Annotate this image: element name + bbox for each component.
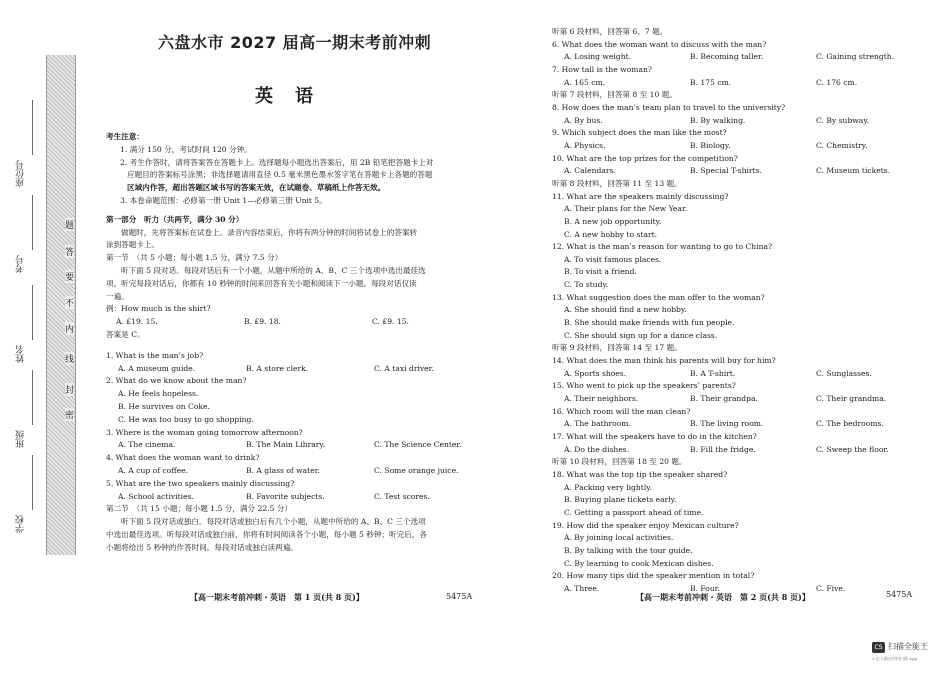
section2-intro-line: 小题将给出 5 秒钟的作答时间。每段对话或独白读两遍。 <box>106 542 298 552</box>
section1-heading: 第一节 （共 5 小题；每小题 1.5 分，满分 7.5 分） <box>106 253 283 263</box>
question-stem: 18. What was the top tip the speaker shared? <box>552 469 728 479</box>
paper-code-right: 5475A <box>886 590 913 599</box>
question-stem: 2. What do we know about the man? <box>106 376 247 386</box>
question-stem: 5. What are the two speakers mainly discussing? <box>106 478 295 488</box>
question-option: B. The Main Library. <box>246 440 326 450</box>
example-option: B. £9. 18. <box>244 317 281 327</box>
question-option: B. He survives on Coke. <box>118 401 210 411</box>
question-option: C. Some orange juice. <box>374 465 459 475</box>
question-stem: 10. What are the top prizes for the competition? <box>552 153 738 163</box>
notice-list <box>106 144 496 208</box>
paper-code-left: 5475A <box>446 592 473 601</box>
section1-intro-line: 项。听完每段对话后，你都有 10 秒钟的时间来回答有关小题和阅读下一小题。每段对话仅读 <box>106 278 417 288</box>
seal-char: 题 <box>65 218 74 231</box>
question-option: A. Their plans for the New Year. <box>564 204 688 214</box>
question-stem: 8. How does the man’s team plan to travel to the university? <box>552 102 786 112</box>
question-option: C. Sweep the floor. <box>816 444 889 454</box>
seal-char: 内 <box>65 322 74 335</box>
blank-line <box>32 455 33 510</box>
seal-char: 密 <box>65 408 74 421</box>
page-footer-left: 【高一期末考前冲刺・英语 第 1 页(共 8 页)】 <box>190 592 364 602</box>
part1-heading: 第一部分 听力（共两节，满分 30 分） <box>106 214 244 224</box>
section1-intro-line: 一遍。 <box>106 291 129 301</box>
section2-intro-line: 听下面 5 段对话或独白。每段对话或独白后有几个小题，从题中所给的 A、B、C 三个选项 <box>121 517 426 527</box>
question-stem: 11. What are the speakers mainly discussing? <box>552 191 729 201</box>
question-option: C. Five. <box>816 583 846 593</box>
question-option: B. She should make friends with fun people. <box>564 318 735 328</box>
question-option: B. Buying plane tickets early. <box>564 495 677 505</box>
question-options-row <box>552 51 912 64</box>
question-option: C. By subway. <box>816 115 870 125</box>
question-option: B. A glass of water. <box>246 465 320 475</box>
scanner-watermark <box>872 641 928 653</box>
question-stem: 1. What is the man’s job? <box>106 350 204 360</box>
seal-char: 封 <box>65 383 74 396</box>
question-stem: 7. How tall is the woman? <box>552 64 652 74</box>
page-footer-right: 【高一期末考前冲刺・英语 第 2 页(共 8 页)】 <box>636 592 810 602</box>
example-answer: 答案是 C。 <box>106 329 145 339</box>
question-options-row <box>106 363 496 376</box>
question-option: A. Losing weight. <box>564 52 632 62</box>
notice-item: 区域内作答，超出答题区域书写的答案无效，在试题卷、草稿纸上作答无效。 <box>127 183 386 193</box>
camscanner-icon: CS <box>872 642 885 653</box>
question-option: A. He feels hopeless. <box>118 389 199 399</box>
left-column <box>106 131 496 555</box>
question-stem: 17. What will the speakers have to do in the kitchen? <box>552 432 757 441</box>
question-options-row <box>106 439 496 452</box>
question-options-row <box>106 491 496 504</box>
question-option: B. By walking. <box>690 115 746 125</box>
example-question: 例：How much is the shirt? <box>106 304 211 314</box>
question-option: A. Packing very lightly. <box>564 482 652 492</box>
seal-char: 答 <box>65 245 74 258</box>
seal-char: 线 <box>65 352 74 365</box>
question-stem: 19. How did the speaker enjoy Mexican culture? <box>552 520 739 530</box>
question-option: A. To visit famous places. <box>564 254 662 264</box>
question-option: A. Their neighbors. <box>564 394 639 404</box>
question-option: C. He was too busy to go shopping. <box>118 414 254 424</box>
question-stem: 13. What suggestion does the man offer to the woman? <box>552 292 765 302</box>
question-option: B. Becoming taller. <box>690 52 764 62</box>
material-heading: 听第 7 段材料，回答第 8 至 10 题。 <box>552 90 677 100</box>
blank-line <box>32 195 33 250</box>
seal-char: 要 <box>65 270 74 283</box>
question-option: A. School activities. <box>118 491 194 501</box>
subject-title: 英语 <box>255 86 335 107</box>
notice-heading: 考生注意： <box>106 132 144 141</box>
question-option: B. Four. <box>690 583 720 593</box>
question-option: A. The cinema. <box>118 440 176 450</box>
question-stem: 16. Which room will the man clean? <box>552 406 691 416</box>
section2-heading: 第二节 （共 15 小题；每小题 1.5 分，满分 22.5 分） <box>106 504 293 514</box>
side-label: 座位号 <box>16 160 26 187</box>
question-option: A. 165 cm. <box>564 77 606 87</box>
question-option: B. Their grandpa. <box>690 394 758 404</box>
question-option: A. By bus. <box>564 115 603 125</box>
part1-intro-line: 做题时，先将答案标在试卷上。录音内容结束后，你将有两分钟的时间将试卷上的答案转 <box>121 227 418 237</box>
question-option: C. Their grandma. <box>816 394 887 404</box>
side-label: 姓名 <box>16 345 26 363</box>
question-option: C. To study. <box>564 280 609 290</box>
question-option: B. A new job opportunity. <box>564 216 662 226</box>
question-options-row <box>552 444 912 457</box>
question-option: B. Favorite subjects. <box>246 491 325 501</box>
side-label: 班级 <box>16 430 26 448</box>
question-option: C. Test scores. <box>374 491 430 501</box>
question-option: A. A cup of coffee. <box>118 465 189 475</box>
watermark-name: 扫描全能王 <box>888 642 928 651</box>
question-option: B. 175 cm. <box>690 77 732 87</box>
question-option: A. By joining local activities. <box>564 533 674 543</box>
question-option: B. Special T-shirts. <box>690 166 762 176</box>
question-stem: 3. Where is the woman going tomorrow afternoon? <box>106 427 303 437</box>
question-option: C. Sunglasses. <box>816 368 872 378</box>
question-stem: 14. What does the man think his parents will buy for him? <box>552 356 776 366</box>
question-option: C. She should sign up for a dance class. <box>564 330 718 340</box>
left-questions <box>106 350 496 504</box>
question-options-row <box>552 418 912 431</box>
notice-item: 应题目的答案标号涂黑；非选择题请用直径 0.5 毫米黑色墨水签字笔在答题卡上各题的答题 <box>127 170 433 180</box>
material-heading: 听第 10 段材料，回答第 18 至 20 题。 <box>552 457 687 467</box>
watermark-subtitle: 3 亿人都在用的扫描 App <box>872 656 918 661</box>
question-option: A. Sports shoes. <box>564 368 627 378</box>
material-heading: 听第 8 段材料，回答第 11 至 13 题。 <box>552 178 682 188</box>
question-options-row <box>552 368 912 381</box>
question-option: C. The Science Center. <box>374 440 462 450</box>
question-stem: 6. What does the woman want to discuss with the man? <box>552 39 767 49</box>
question-option: B. Biology. <box>690 140 731 150</box>
question-stem: 4. What does the woman want to drink? <box>106 453 260 463</box>
question-option: A. Calendars. <box>564 166 616 176</box>
question-option: B. A store clerk. <box>246 363 309 373</box>
blank-line <box>32 285 33 340</box>
question-stem: 12. What is the man’s reason for wanting to go to China? <box>552 242 773 252</box>
question-option: B. Fill the fridge. <box>690 444 756 454</box>
example-option: C. £9. 15. <box>372 317 409 327</box>
question-options-row <box>552 77 912 90</box>
question-option: A. Physics. <box>564 140 606 150</box>
seal-char: 不 <box>65 296 74 309</box>
side-label: 考号 <box>16 255 26 273</box>
question-option: C. Gaining strength. <box>816 52 895 62</box>
question-option: A. Do the dishes. <box>564 444 630 454</box>
document-title: 六盘水市 2027 届高一期末考前冲刺 <box>158 33 432 52</box>
notice-item: 2. 考生作答时，请将答案答在答题卡上。选择题每小题选出答案后，用 2B 铅笔把答题卡上对 <box>120 157 434 167</box>
question-option: C. A taxi driver. <box>374 363 434 373</box>
question-option: A. The bathroom. <box>564 419 631 429</box>
question-stem: 9. Which subject does the man like the most? <box>552 128 727 138</box>
notice-item: 1. 满分 150 分，考试时间 120 分钟。 <box>120 144 252 154</box>
blank-line <box>32 100 33 155</box>
material-heading: 听第 9 段材料，回答第 14 至 17 题。 <box>552 343 682 353</box>
question-stem: 20. How many tips did the speaker mention in total? <box>552 571 755 581</box>
question-option: C. 176 cm. <box>816 77 858 87</box>
question-stem: 15. Who went to pick up the speakers’ parents? <box>552 381 736 391</box>
notice-item: 3. 本卷命题范围：必修第一册 Unit 1—必修第三册 Unit 5。 <box>120 195 327 205</box>
question-options-row <box>552 165 912 178</box>
right-column <box>552 26 912 596</box>
blank-line <box>32 370 33 425</box>
section2-intro-line: 中选出最佳选项。听每段对话或独白前，你将有时间阅读各个小题，每小题 5 秒钟；听完后，各 <box>106 529 427 539</box>
question-option: A. Three. <box>564 583 600 593</box>
question-option: B. By talking with the tour guide. <box>564 545 693 555</box>
question-option: B. The living room. <box>690 419 764 429</box>
question-options-row <box>552 393 912 406</box>
example-option: A. £19. 15. <box>116 317 158 327</box>
question-option: C. The bedrooms. <box>816 419 884 429</box>
question-option: C. Getting a passport ahead of time. <box>564 507 704 517</box>
question-options-row <box>552 115 912 128</box>
question-option: C. Museum tickets. <box>816 166 891 176</box>
question-option: B. A T-shirt. <box>690 368 736 378</box>
question-option: C. Chemistry. <box>816 140 868 150</box>
part1-intro-line: 涂到答题卡上。 <box>106 240 160 250</box>
question-option: A. A museum guide. <box>118 363 196 373</box>
question-options-row <box>552 140 912 153</box>
material-heading: 听第 6 段材料，回答第 6、7 题。 <box>552 27 668 36</box>
question-option: C. A new hobby to start. <box>564 229 658 239</box>
example-options <box>106 316 496 329</box>
question-option: C. By learning to cook Mexican dishes. <box>564 558 714 568</box>
question-option: B. To visit a friend. <box>564 267 637 277</box>
question-option: A. She should find a new hobby. <box>564 305 687 315</box>
question-options-row <box>106 465 496 478</box>
section1-intro-line: 听下面 5 段对话。每段对话后有一个小题，从题中所给的 A、B、C 三个选项中选出最佳选 <box>121 265 426 275</box>
side-label: 学校 <box>16 515 26 533</box>
